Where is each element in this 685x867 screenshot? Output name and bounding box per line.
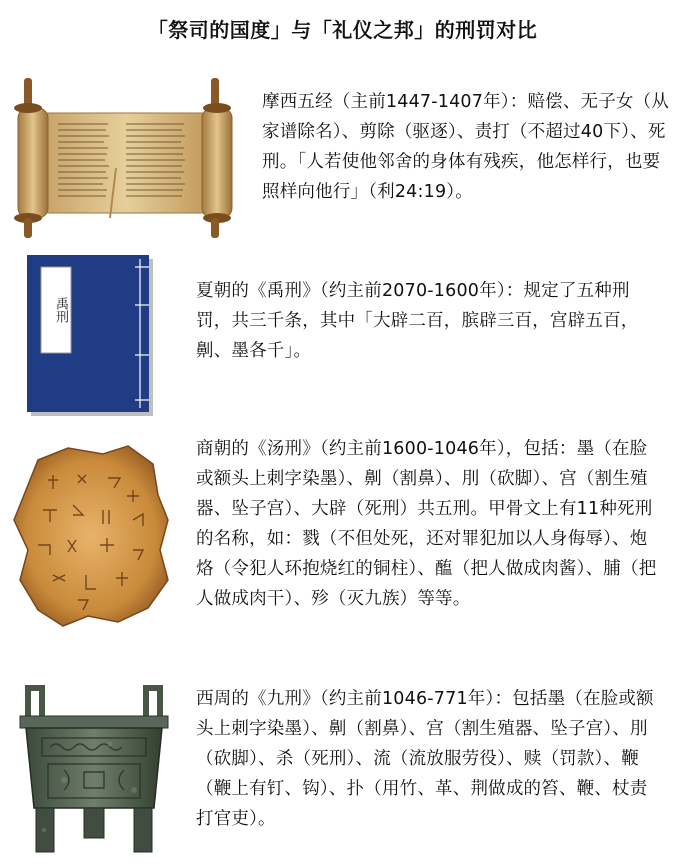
entry-yu-xing-text: 夏朝的《禹刑》（约主前2070-1600年）：规定了五种刑罚，共三千条，其中「大辟二百，膑辟三百，宫辟五百，劓、墨各千」。 bbox=[196, 281, 639, 361]
torah-scroll-icon bbox=[6, 68, 246, 240]
blue-thread-bound-book-icon bbox=[27, 255, 155, 418]
book-label: 禹刑 bbox=[53, 297, 68, 323]
entry-moses-text: 摩西五经（主前1447-1407年）：赔偿、无子女（从家谱除名）、剪除（驱逐）、责打（不超过40下）、死刑。「人若使他邻舍的身体有残疾，他怎样行，也要照样向他行」（利24:19）。 bbox=[262, 92, 670, 202]
bronze-ding-vessel-icon bbox=[14, 680, 174, 858]
entry-tang-xing-text: 商朝的《汤刑》（约主前1600-1046年），包括：墨（在脸或额头上刺字染墨）、劓（割鼻）、刖（砍脚）、宫（割生殖器、坠子宫）、大辟（死刑）共五刑。甲骨文上有11种死刑的名称，如：戮（不但处死，还对罪犯加以人身侮辱）、炮烙（令犯人环抱烧红的铜柱）、醢（把人做成肉酱）、脯（把人做成肉干）、殄（灭九族）等等。 bbox=[196, 439, 657, 609]
page-title: 「祭司的国度」与「礼仪之邦」的刑罚对比 bbox=[147, 18, 538, 42]
entry-jiu-xing-text: 西周的《九刑》（约主前1046-771年）：包括墨（在脸或额头上刺字染墨）、劓（割鼻）、宫（割生殖器、坠子宫）、刖（砍脚）、杀（死刑）、流（流放服劳役）、赎（罚款）、鞭（鞭上有钉、钩）、扑（用竹、革、荆做成的笞、鞭、杖责打官吏）。 bbox=[196, 689, 654, 829]
oracle-bone-icon bbox=[8, 440, 176, 630]
